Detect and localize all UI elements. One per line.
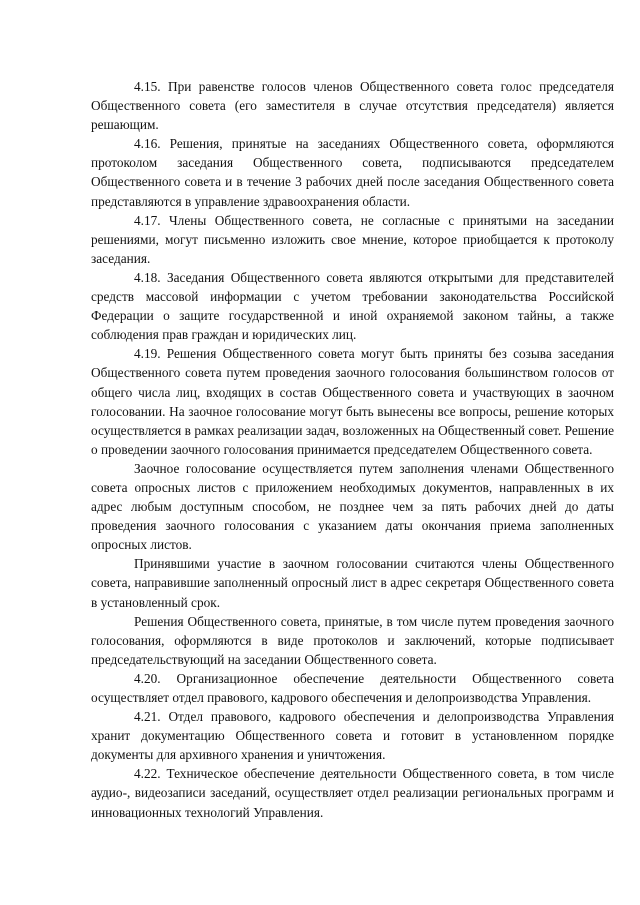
paragraph-absentee-voting-procedure: Заочное голосование осуществляется путем заполнения членами Общественного совета опросных листов с приложением необходимых документов, направленных в их адрес любым доступным способом, не позднее чем за пять рабочих дней до даты проведения заочного голосования с указанием даты окончания приема заполненных опросных листов. (91, 460, 614, 553)
paragraph-4-16: 4.16. Решения, принятые на заседаниях Общественного совета, оформляются протоколом заседания Общественного совета, подписываются председателем Общественного совета и в течение 3 рабочих дней после заседания Общественного совета представляются в управление здравоохранения области. (91, 136, 614, 209)
paragraph-4-21: 4.21. Отдел правового, кадрового обеспечения и делопроизводства Управления хранит документацию Общественного совета и готовит в установленном порядке документы для архивного хранения и уничтожения. (91, 709, 614, 763)
paragraph-decisions-formalization: Решения Общественного совета, принятые, в том числе путем проведения заочного голосования, оформляются в виде протоколов и заключений, которые подписывает председательствующий на заседании Общественного совета. (91, 613, 614, 667)
paragraph-absentee-voting-participants: Принявшими участие в заочном голосовании считаются члены Общественного совета, направившие заполненный опросный лист в адрес секретаря Общественного совета в установленный срок. (91, 556, 614, 610)
paragraph-4-22: 4.22. Техническое обеспечение деятельности Общественного совета, в том числе аудио-, видеозаписи заседаний, осуществляет отдел реализации региональных программ и инновационных технологий Управления. (91, 766, 614, 820)
document-page (91, 77, 614, 822)
paragraph-4-19: 4.19. Решения Общественного совета могут быть приняты без созыва заседания Общественного совета путем проведения заочного голосования большинством голосов от общего числа лиц, входящих в состав Общественного совета и участвующих в заочном голосовании. На заочное голосование могут быть вынесены все вопросы, решение которых осуществляется в рамках реализации задач, возложенных на Общественный совет. Решение о проведении заочного голосования принимается председателем Общественного совета. (91, 346, 614, 457)
paragraph-4-17: 4.17. Члены Общественного совета, не согласные с принятыми на заседании решениями, могут письменно изложить свое мнение, которое приобщается к протоколу заседания. (91, 212, 614, 266)
paragraph-4-15: 4.15. При равенстве голосов членов Общественного совета голос председателя Общественного совета (его заместителя в случае отсутствия председателя) является решающим. (91, 79, 614, 133)
paragraph-4-20: 4.20. Организационное обеспечение деятельности Общественного совета осуществляет отдел правового, кадрового обеспечения и делопроизводства Управления. (91, 670, 614, 705)
paragraph-4-18: 4.18. Заседания Общественного совета являются открытыми для представителей средств массовой информации с учетом требовании законодательства Российской Федерации о защите государственной и иной охраняемой законом тайны, а также соблюдения прав граждан и юридических лиц. (91, 269, 614, 343)
